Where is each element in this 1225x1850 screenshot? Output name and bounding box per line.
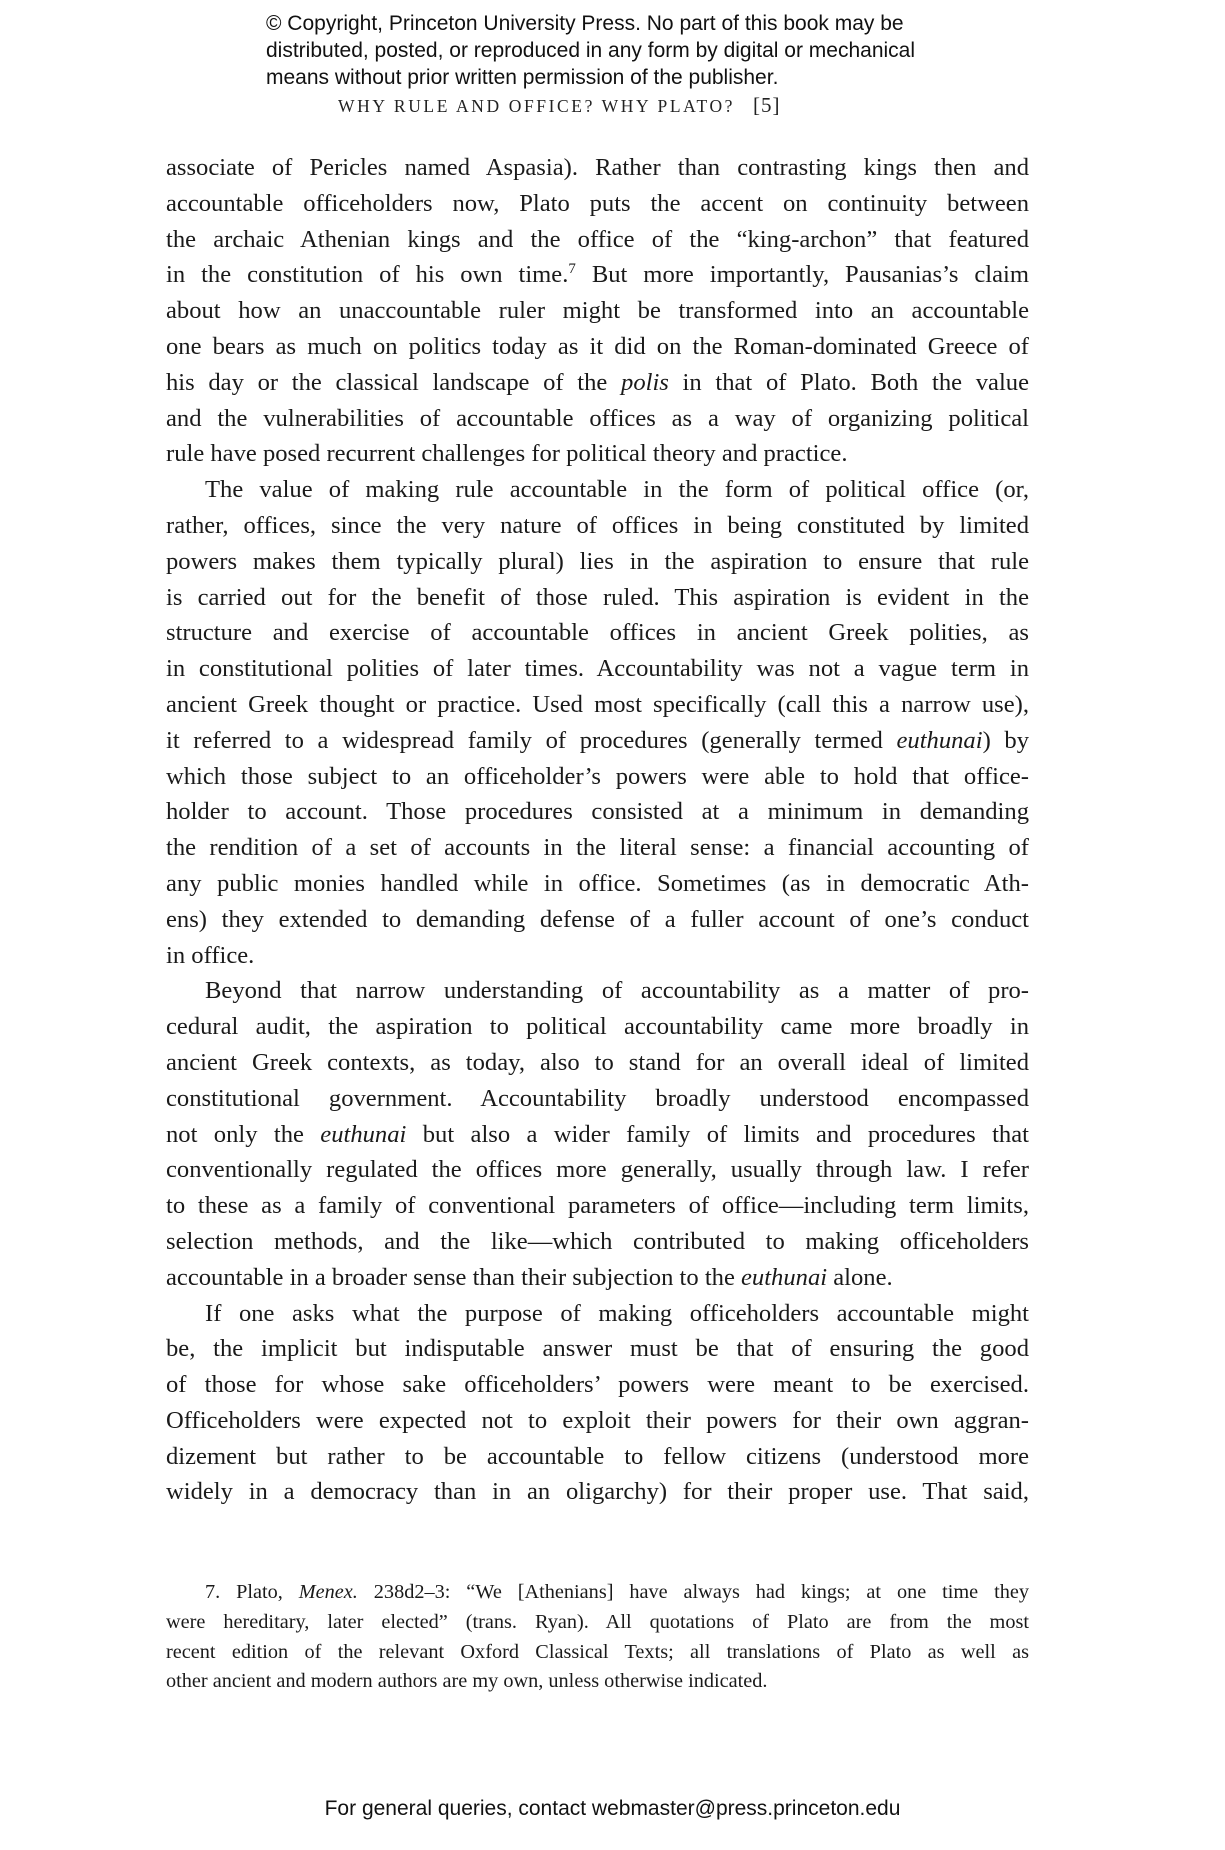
copyright-line: means without prior written permission of the publisher. bbox=[266, 66, 779, 89]
text-line: associate of Pericles named Aspasia). Rather than contrasting kings then and bbox=[166, 154, 1029, 181]
text-line: to these as a family of conventional parameters of office—including term limits, bbox=[166, 1192, 1029, 1220]
text-line: ens) they extended to demanding defense of a fuller account of one’s conduct bbox=[166, 905, 1029, 933]
text-line: powers makes them typically plural) lies in the aspiration to ensure that rule bbox=[166, 547, 1029, 575]
text-line: and the vulnerabilities of accountable offices as a way of organizing political bbox=[166, 404, 1029, 432]
running-head-title: WHY RULE AND OFFICE? WHY PLATO? bbox=[338, 96, 736, 116]
text-line: conventionally regulated the offices more generally, usually through law. I refer bbox=[166, 1156, 1029, 1184]
copyright-line: © Copyright, Princeton University Press. No part of this book may be bbox=[266, 12, 904, 35]
footnote-marker[interactable]: 7 bbox=[568, 261, 576, 278]
copyright-notice bbox=[266, 10, 1026, 91]
page-number: [5] bbox=[753, 93, 781, 117]
text-line: cedural audit, the aspiration to political accountability came more broadly in bbox=[166, 1013, 1029, 1041]
footnote-line: recent edition of the relevant Oxford Classical Texts; all translations of Plato as well as bbox=[166, 1640, 1029, 1663]
text-line: his day or the classical landscape of the polis in that of Plato. Both the value bbox=[166, 368, 1030, 396]
text-line: of those for whose sake officeholders’ powers were meant to be exercised. bbox=[166, 1371, 1029, 1399]
text-line: be, the implicit but indisputable answer must be that of ensuring the good bbox=[166, 1335, 1029, 1363]
text-line: about how an unaccountable ruler might be transformed into an accountable bbox=[166, 297, 1029, 325]
footnote-line: 7. Plato, Menex. 238d2–3: “We [Athenians] have always had kings; at one time they bbox=[205, 1581, 1029, 1603]
text-line: the archaic Athenian kings and the office of the “king-archon” that featured bbox=[166, 225, 1029, 253]
text-line: dizement but rather to be accountable to fellow citizens (understood more bbox=[166, 1442, 1029, 1470]
text-line: which those subject to an officeholder’s powers were able to hold that office- bbox=[166, 762, 1029, 790]
text-line: structure and exercise of accountable offices in ancient Greek polities, as bbox=[166, 619, 1029, 647]
running-head bbox=[338, 93, 781, 118]
text-line: selection methods, and the like—which contributed to making officeholders bbox=[166, 1227, 1029, 1255]
text-line: ancient Greek contexts, as today, also to stand for an overall ideal of limited bbox=[166, 1048, 1029, 1076]
text-line: The value of making rule accountable in the form of political office (or, bbox=[205, 476, 1029, 504]
text-line: is carried out for the benefit of those ruled. This aspiration is evident in the bbox=[166, 583, 1029, 611]
text-line: constitutional government. Accountability broadly understood encompassed bbox=[166, 1084, 1029, 1112]
text-line: in office. bbox=[166, 941, 255, 969]
text-line: If one asks what the purpose of making officeholders accountable might bbox=[205, 1299, 1029, 1327]
footnote-line: were hereditary, later elected” (trans. Ryan). All quotations of Plato are from the most bbox=[166, 1610, 1029, 1633]
footer-contact: For general queries, contact webmaster@press.princeton.edu bbox=[324, 1797, 901, 1820]
text-line: the rendition of a set of accounts in the literal sense: a financial accounting of bbox=[166, 834, 1029, 862]
text-line: ancient Greek thought or practice. Used most specifically (call this a narrow use), bbox=[166, 690, 1029, 718]
text-line: accountable officeholders now, Plato puts the accent on continuity between bbox=[166, 189, 1029, 217]
text-line: any public monies handled while in office. Sometimes (as in democratic Ath- bbox=[166, 869, 1029, 897]
text-line: in the constitution of his own time.$^7$ But more importantly, Pausanias’s claim bbox=[166, 261, 1030, 289]
footnote bbox=[166, 1578, 1029, 1697]
text-line: rule have posed recurrent challenges for political theory and practice. bbox=[166, 440, 848, 468]
text-line: widely in a democracy than in an oligarchy) for their proper use. That said, bbox=[166, 1478, 1029, 1506]
text-line: not only the euthunai but also a wider family of limits and procedures that bbox=[166, 1120, 1029, 1148]
text-line: Officeholders were expected not to exploit their powers for their own aggran- bbox=[166, 1406, 1029, 1434]
text-line: it referred to a widespread family of procedures (generally termed euthunai) by bbox=[166, 726, 1030, 754]
text-line: in constitutional polities of later times. Accountability was not a vague term in bbox=[166, 655, 1029, 683]
text-line: rather, offices, since the very nature of offices in being constituted by limited bbox=[166, 511, 1029, 539]
footnote-line: other ancient and modern authors are my own, unless otherwise indicated. bbox=[166, 1670, 768, 1693]
text-line: Beyond that narrow understanding of accountability as a matter of pro- bbox=[205, 977, 1029, 1005]
copyright-line: distributed, posted, or reproduced in any form by digital or mechanical bbox=[266, 39, 916, 62]
body-text bbox=[166, 150, 1029, 1510]
text-line: accountable in a broader sense than their subjection to the euthunai alone. bbox=[166, 1263, 893, 1291]
text-line: holder to account. Those procedures consisted at a minimum in demanding bbox=[166, 798, 1029, 826]
text-line: one bears as much on politics today as it did on the Roman-dominated Greece of bbox=[166, 332, 1029, 360]
